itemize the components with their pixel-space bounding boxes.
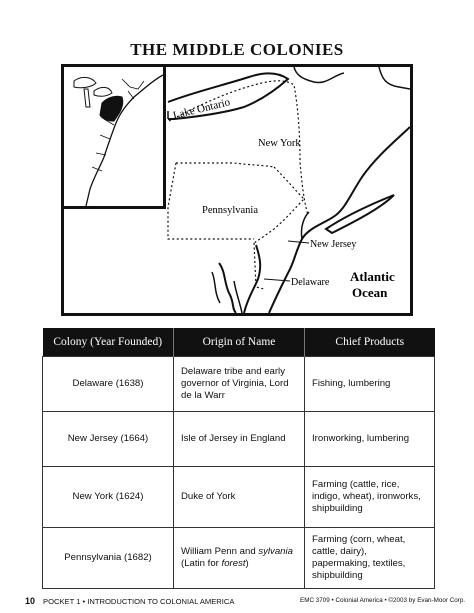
table-row	[43, 357, 435, 412]
origin-cell	[174, 528, 305, 589]
origin-cell: Isle of Jersey in England	[174, 412, 305, 467]
footer-pocket-text: POCKET 1 • INTRODUCTION TO COLONIAL AMERICA	[43, 597, 235, 606]
origin-text: (Latin for	[181, 558, 222, 569]
colony-cell: Pennsylvania (1682)	[43, 528, 174, 589]
footer-left	[25, 596, 234, 606]
origin-cell: Delaware tribe and early governor of Virginia, Lord de la Warr	[174, 357, 305, 412]
origin-cell: Duke of York	[174, 467, 305, 528]
colonies-table-grid	[42, 328, 435, 589]
header-origin: Origin of Name	[174, 328, 305, 357]
table-row	[43, 467, 435, 528]
new-york-label: New York	[258, 138, 301, 149]
inset-map-graphic	[64, 67, 163, 206]
table-header-row	[43, 328, 435, 357]
lake-ontario-label: Lake Ontario	[171, 96, 232, 122]
inset-locator-map	[61, 64, 166, 209]
footer-copyright: EMC 3709 • Colonial America • ©2003 by Evan-Moor Corp.	[300, 597, 466, 604]
header-colony: Colony (Year Founded)	[43, 328, 174, 357]
origin-text: )	[245, 558, 249, 569]
products-cell: Farming (corn, wheat, cattle, dairy), papermaking, textiles, shipbuilding	[305, 528, 435, 589]
header-products: Chief Products	[305, 328, 435, 357]
products-cell: Farming (cattle, rice, indigo, wheat), ironworks, shipbuilding	[305, 467, 435, 528]
products-cell: Fishing, lumbering	[305, 357, 435, 412]
table-row	[43, 412, 435, 467]
origin-italic-text: sylvania	[258, 546, 293, 557]
delaware-label: Delaware	[291, 277, 330, 288]
pennsylvania-label: Pennsylvania	[202, 205, 258, 216]
origin-italic-text: forest	[221, 558, 246, 569]
new-jersey-label: New Jersey	[310, 239, 357, 250]
origin-text: William Penn and	[181, 546, 259, 557]
colonies-table	[42, 328, 434, 589]
products-cell: Ironworking, lumbering	[305, 412, 435, 467]
table-row	[43, 528, 435, 589]
colony-cell: New York (1624)	[43, 467, 174, 528]
page-title: THE MIDDLE COLONIES	[130, 40, 344, 59]
ocean-label: Ocean	[352, 285, 388, 300]
page-number: 10	[25, 596, 36, 606]
atlantic-label: Atlantic	[350, 269, 395, 284]
colony-cell: New Jersey (1664)	[43, 412, 174, 467]
colony-cell: Delaware (1638)	[43, 357, 174, 412]
